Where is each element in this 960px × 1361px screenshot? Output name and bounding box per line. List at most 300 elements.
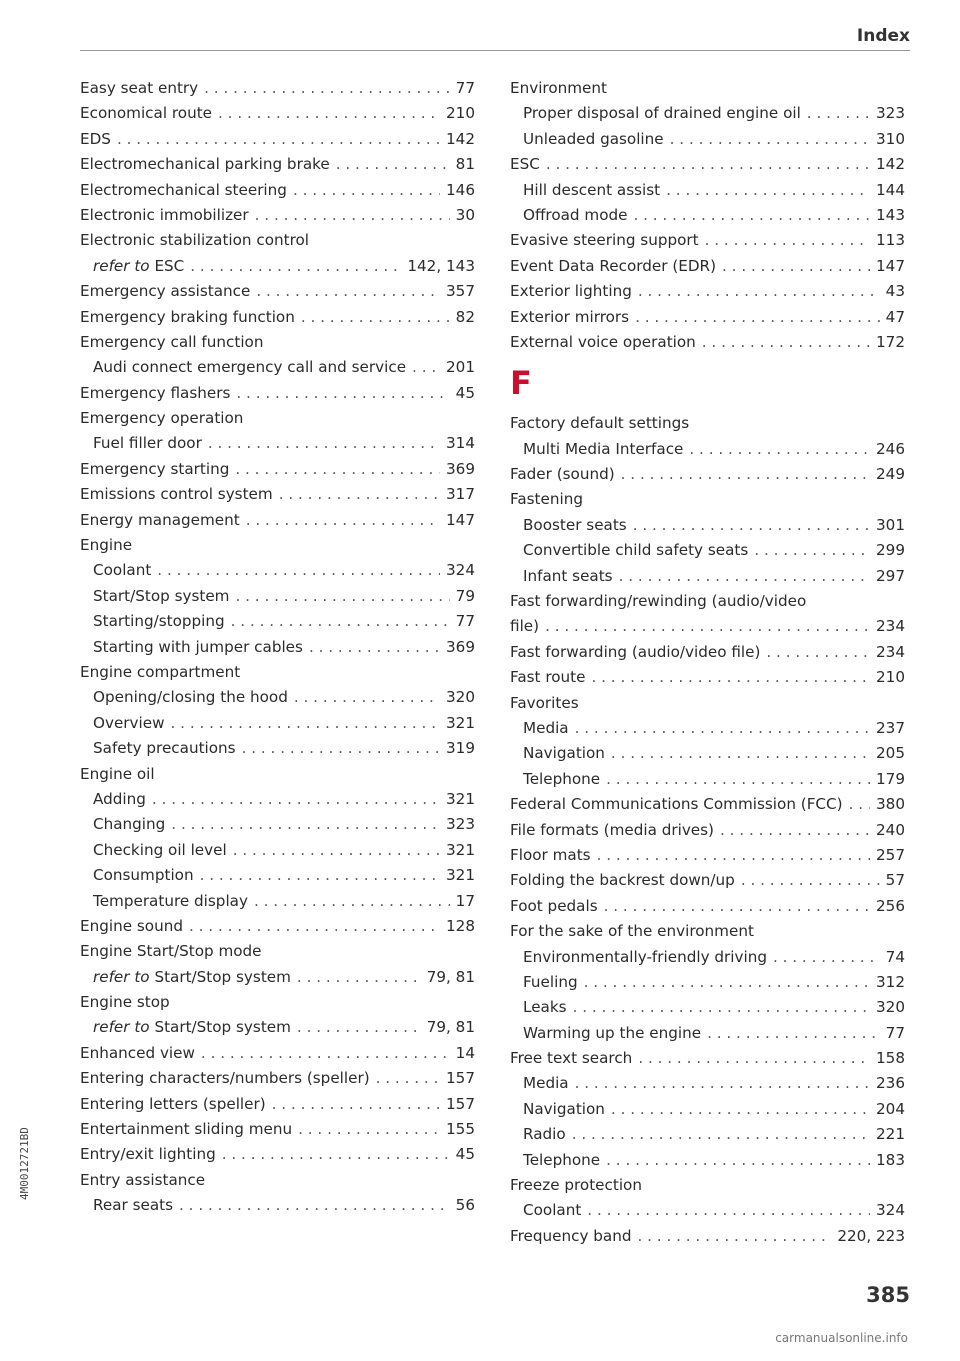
index-term-text: Offroad mode bbox=[523, 205, 628, 224]
index-page-ref: 77 bbox=[885, 1023, 905, 1042]
index-page-ref: 314 bbox=[446, 434, 475, 453]
index-page-ref: 323 bbox=[876, 104, 905, 123]
index-term-text: Convertible child safety seats bbox=[523, 541, 749, 560]
index-term bbox=[510, 614, 539, 639]
dot-leader bbox=[298, 1117, 440, 1142]
index-term-text: EDS bbox=[80, 129, 111, 148]
index-page-ref: 157 bbox=[446, 1094, 475, 1113]
index-term-text: Engine compartment bbox=[80, 662, 241, 681]
index-term bbox=[510, 1224, 632, 1249]
index-page-ref: 236 bbox=[876, 1074, 905, 1093]
index-term bbox=[523, 178, 660, 203]
index-page-ref: 183 bbox=[876, 1150, 905, 1169]
dot-leader bbox=[376, 1066, 440, 1091]
index-entry bbox=[510, 76, 905, 101]
index-term-text: Infant seats bbox=[523, 566, 613, 585]
index-entry bbox=[510, 716, 905, 741]
index-term bbox=[93, 609, 225, 634]
index-entry bbox=[510, 995, 905, 1020]
index-term-text: Entering characters/numbers (speller) bbox=[80, 1069, 370, 1088]
index-term bbox=[80, 178, 287, 203]
index-term bbox=[510, 152, 540, 177]
index-page-ref: 79 bbox=[455, 586, 475, 605]
index-page-ref: 237 bbox=[876, 718, 905, 737]
dot-leader bbox=[606, 767, 870, 792]
index-entry bbox=[510, 818, 905, 843]
watermark-url: carmanualsonline.info bbox=[775, 1331, 908, 1345]
dot-leader bbox=[218, 101, 440, 126]
index-entry bbox=[510, 665, 905, 690]
dot-leader bbox=[254, 889, 450, 914]
index-entry bbox=[80, 406, 475, 431]
dot-leader bbox=[575, 716, 870, 741]
index-term bbox=[510, 1046, 632, 1071]
dot-leader bbox=[722, 254, 870, 279]
index-term-text: ESC bbox=[510, 155, 540, 174]
dot-leader bbox=[171, 812, 440, 837]
index-term-text: Fuel filler door bbox=[93, 434, 202, 453]
index-page-ref: 144 bbox=[876, 180, 905, 199]
index-entry bbox=[510, 279, 905, 304]
index-page-ref: 321 bbox=[446, 840, 475, 859]
index-term bbox=[510, 665, 585, 690]
dot-leader bbox=[707, 1021, 880, 1046]
page-number: 385 bbox=[866, 1283, 910, 1307]
index-entry bbox=[510, 919, 905, 944]
dot-leader bbox=[242, 736, 440, 761]
index-term bbox=[523, 564, 613, 589]
index-entry bbox=[510, 437, 905, 462]
dot-leader bbox=[633, 203, 870, 228]
dot-leader bbox=[766, 640, 870, 665]
dot-leader bbox=[190, 254, 401, 279]
index-entry bbox=[80, 787, 475, 812]
index-page-ref: 128 bbox=[446, 916, 475, 935]
index-term-text: Fader (sound) bbox=[510, 465, 615, 484]
index-entry bbox=[80, 685, 475, 710]
index-page-ref: 323 bbox=[446, 815, 475, 834]
index-page-ref: 179 bbox=[876, 769, 905, 788]
index-entry bbox=[80, 889, 475, 914]
index-term bbox=[510, 691, 579, 716]
index-term-text: Favorites bbox=[510, 693, 579, 712]
index-entry bbox=[80, 101, 475, 126]
index-entry bbox=[80, 305, 475, 330]
index-term bbox=[523, 970, 578, 995]
index-term-text: Factory default settings bbox=[510, 414, 690, 433]
index-term bbox=[510, 279, 632, 304]
index-entry bbox=[510, 1046, 905, 1071]
index-page-ref: 320 bbox=[446, 688, 475, 707]
index-page-ref: 77 bbox=[455, 79, 475, 97]
dot-leader bbox=[584, 970, 870, 995]
index-term bbox=[80, 660, 240, 685]
dot-leader bbox=[235, 457, 440, 482]
dot-leader bbox=[573, 995, 870, 1020]
index-term bbox=[523, 1122, 566, 1147]
index-column-left bbox=[80, 76, 475, 1219]
index-entry bbox=[80, 1117, 475, 1142]
index-page-ref: 324 bbox=[876, 1201, 905, 1220]
dot-leader bbox=[638, 1224, 832, 1249]
index-entry bbox=[80, 1193, 475, 1218]
index-page-ref: 113 bbox=[876, 231, 905, 250]
index-term-text: Federal Communications Commission (FCC) bbox=[510, 795, 843, 814]
index-entry bbox=[80, 990, 475, 1015]
index-entry bbox=[510, 614, 905, 639]
section-letter-f: F bbox=[510, 364, 532, 403]
index-term bbox=[510, 411, 689, 436]
index-term-text: Starting/stopping bbox=[93, 612, 225, 631]
index-page-ref: 210 bbox=[876, 668, 905, 687]
index-term-text: Entering letters (speller) bbox=[80, 1094, 266, 1113]
index-term-text: Hill descent assist bbox=[523, 180, 661, 199]
index-page-ref: 155 bbox=[446, 1120, 475, 1139]
index-term bbox=[80, 508, 240, 533]
index-term-text: Starting with jumper cables bbox=[93, 637, 303, 656]
page-title: Index bbox=[856, 26, 910, 46]
index-term-text: For the sake of the environment bbox=[510, 922, 754, 941]
index-term-text: Emergency call function bbox=[80, 332, 264, 351]
index-page-ref: 30 bbox=[455, 205, 475, 224]
index-entry bbox=[510, 228, 905, 253]
dot-leader bbox=[412, 355, 440, 380]
index-page-ref: 17 bbox=[455, 891, 475, 910]
index-term-text: Floor mats bbox=[510, 845, 591, 864]
index-term-text: Electronic stabilization control bbox=[80, 231, 310, 250]
cross-reference-label: refer to bbox=[93, 256, 150, 275]
index-page-ref: 157 bbox=[446, 1069, 475, 1088]
index-term-text: Navigation bbox=[523, 1099, 605, 1118]
index-entry bbox=[80, 609, 475, 634]
index-term bbox=[510, 487, 583, 512]
index-page-ref: 320 bbox=[876, 998, 905, 1017]
dot-leader bbox=[152, 787, 440, 812]
index-term bbox=[93, 431, 202, 456]
dot-leader bbox=[849, 792, 870, 817]
index-entry bbox=[510, 487, 905, 512]
index-term bbox=[80, 1041, 195, 1066]
index-term-text: Consumption bbox=[93, 866, 194, 885]
index-term bbox=[93, 584, 229, 609]
dot-leader bbox=[255, 203, 450, 228]
index-term bbox=[93, 838, 227, 863]
index-term bbox=[93, 711, 165, 736]
dot-leader bbox=[117, 127, 440, 152]
index-term bbox=[80, 533, 132, 558]
dot-leader bbox=[606, 1148, 870, 1173]
dot-leader bbox=[807, 101, 870, 126]
index-page-ref: 310 bbox=[876, 129, 905, 148]
index-page-ref: 204 bbox=[876, 1099, 905, 1118]
index-term bbox=[93, 965, 291, 990]
dot-leader bbox=[171, 711, 440, 736]
index-term bbox=[80, 330, 263, 355]
dot-leader bbox=[179, 1193, 450, 1218]
dot-leader bbox=[572, 1122, 870, 1147]
index-page-ref: 220, 223 bbox=[837, 1226, 905, 1245]
index-entry bbox=[510, 691, 905, 716]
index-group-e-continued bbox=[510, 76, 905, 355]
index-term bbox=[80, 152, 330, 177]
index-term bbox=[523, 1071, 569, 1096]
index-page-ref: 158 bbox=[876, 1049, 905, 1068]
index-term-text: Emergency flashers bbox=[80, 383, 231, 402]
index-term bbox=[510, 818, 714, 843]
index-page-ref: 146 bbox=[446, 180, 475, 199]
index-term-text: Fueling bbox=[523, 972, 578, 991]
dot-leader bbox=[611, 1097, 870, 1122]
index-term-text: Engine sound bbox=[80, 916, 183, 935]
dot-leader bbox=[754, 538, 870, 563]
dot-leader bbox=[272, 1092, 440, 1117]
dot-leader bbox=[231, 609, 450, 634]
index-page-ref: 380 bbox=[876, 795, 905, 814]
index-term-text: Fast forwarding/rewinding (audio/video bbox=[510, 592, 807, 611]
index-entry bbox=[80, 431, 475, 456]
index-entry bbox=[510, 1198, 905, 1223]
index-page-ref: 312 bbox=[876, 972, 905, 991]
index-term-text: External voice operation bbox=[510, 332, 696, 351]
index-entry bbox=[510, 411, 905, 436]
dot-leader bbox=[773, 945, 880, 970]
cross-reference-label: refer to bbox=[93, 967, 150, 986]
index-term bbox=[523, 1198, 581, 1223]
index-term bbox=[80, 914, 183, 939]
index-page-ref: 57 bbox=[885, 871, 905, 890]
index-term bbox=[93, 863, 194, 888]
index-term-text: Entry/exit lighting bbox=[80, 1145, 216, 1164]
index-page-ref: 249 bbox=[876, 465, 905, 484]
index-page-ref: 210 bbox=[446, 104, 475, 123]
index-page-ref: 147 bbox=[446, 510, 475, 529]
index-term-text: file) bbox=[510, 617, 540, 636]
index-term-text: Coolant bbox=[523, 1201, 582, 1220]
index-term bbox=[80, 381, 230, 406]
index-entry bbox=[510, 203, 905, 228]
index-page-ref: 142, 143 bbox=[407, 256, 475, 275]
index-term bbox=[523, 513, 627, 538]
index-page-ref: 81 bbox=[455, 155, 475, 174]
index-entry bbox=[510, 1071, 905, 1096]
index-entry bbox=[80, 736, 475, 761]
dot-leader bbox=[720, 818, 870, 843]
index-page-ref: 14 bbox=[455, 1043, 475, 1062]
index-term bbox=[80, 1066, 370, 1091]
index-term-text: Changing bbox=[93, 815, 166, 834]
index-term-text: Freeze protection bbox=[510, 1176, 642, 1195]
dot-leader bbox=[621, 462, 870, 487]
index-term-text: Electromechanical steering bbox=[80, 180, 287, 199]
dot-leader bbox=[635, 305, 880, 330]
index-term bbox=[523, 995, 567, 1020]
dot-leader bbox=[633, 513, 870, 538]
index-entry bbox=[80, 533, 475, 558]
index-term-text: Telephone bbox=[523, 769, 601, 788]
index-term bbox=[523, 1148, 600, 1173]
index-term bbox=[80, 76, 198, 101]
index-term-text: Navigation bbox=[523, 744, 605, 763]
index-term bbox=[80, 1092, 266, 1117]
index-entry bbox=[80, 457, 475, 482]
dot-leader bbox=[233, 838, 440, 863]
index-term bbox=[80, 1117, 292, 1142]
index-term bbox=[523, 716, 569, 741]
index-term-text: Enhanced view bbox=[80, 1043, 195, 1062]
index-page-ref: 47 bbox=[885, 307, 905, 326]
index-term bbox=[510, 843, 591, 868]
index-term-text: Audi connect emergency call and service bbox=[93, 358, 407, 377]
index-term-text: Emergency assistance bbox=[80, 282, 251, 301]
index-term-text: Frequency band bbox=[510, 1226, 632, 1245]
dot-leader bbox=[301, 305, 450, 330]
index-term-text: Proper disposal of drained engine oil bbox=[523, 104, 801, 123]
index-page-ref: 246 bbox=[876, 439, 905, 458]
index-term-text: Folding the backrest down/up bbox=[510, 871, 735, 890]
index-entry bbox=[510, 945, 905, 970]
index-entry bbox=[510, 868, 905, 893]
index-page-ref: 45 bbox=[455, 383, 475, 402]
index-term-text: Evasive steering support bbox=[510, 231, 699, 250]
index-entry bbox=[510, 330, 905, 355]
index-entry bbox=[80, 1041, 475, 1066]
index-entry bbox=[80, 838, 475, 863]
index-term bbox=[523, 741, 605, 766]
index-page-ref: 45 bbox=[455, 1145, 475, 1164]
index-term-text: Fastening bbox=[510, 490, 583, 509]
index-term-text: Temperature display bbox=[93, 891, 248, 910]
index-term-text: Telephone bbox=[523, 1150, 601, 1169]
index-page-ref: 201 bbox=[446, 358, 475, 377]
index-term-text: Environmentally-friendly driving bbox=[523, 947, 767, 966]
index-term bbox=[523, 767, 600, 792]
index-entry bbox=[80, 635, 475, 660]
index-page-ref: 142 bbox=[446, 129, 475, 148]
index-term bbox=[80, 228, 309, 253]
index-term bbox=[93, 1015, 291, 1040]
index-term-text: Easy seat entry bbox=[80, 79, 199, 97]
index-page-ref: 321 bbox=[446, 713, 475, 732]
index-entry bbox=[80, 127, 475, 152]
dot-leader bbox=[591, 665, 870, 690]
index-term bbox=[93, 736, 236, 761]
index-entry bbox=[510, 843, 905, 868]
cross-reference-label: refer to bbox=[93, 1018, 150, 1037]
index-entry bbox=[510, 894, 905, 919]
index-page-ref: 82 bbox=[455, 307, 475, 326]
index-entry bbox=[80, 914, 475, 939]
index-term-text: Overview bbox=[93, 713, 165, 732]
dot-leader bbox=[689, 437, 870, 462]
index-entry bbox=[510, 741, 905, 766]
index-term bbox=[93, 635, 303, 660]
index-term-text: Start/Stop system bbox=[154, 1018, 291, 1037]
dot-leader bbox=[246, 508, 440, 533]
index-term-text: Opening/closing the hood bbox=[93, 688, 288, 707]
index-term bbox=[80, 990, 170, 1015]
dot-leader bbox=[157, 558, 440, 583]
index-page-ref: 299 bbox=[876, 541, 905, 560]
index-entry bbox=[80, 279, 475, 304]
dot-leader bbox=[619, 564, 870, 589]
index-entry bbox=[80, 76, 475, 101]
index-page-ref: 205 bbox=[876, 744, 905, 763]
index-entry bbox=[80, 965, 475, 990]
index-entry bbox=[510, 178, 905, 203]
dot-leader bbox=[208, 431, 440, 456]
dot-leader bbox=[235, 584, 449, 609]
dot-leader bbox=[670, 127, 870, 152]
dot-leader bbox=[236, 381, 449, 406]
index-page-ref: 74 bbox=[885, 947, 905, 966]
index-term bbox=[523, 1097, 605, 1122]
index-term-text: Media bbox=[523, 718, 569, 737]
index-term bbox=[510, 792, 843, 817]
index-entry bbox=[510, 462, 905, 487]
index-term bbox=[80, 939, 262, 964]
index-term bbox=[510, 330, 696, 355]
index-entry bbox=[80, 1066, 475, 1091]
dot-leader bbox=[256, 279, 440, 304]
index-term-text: Exterior mirrors bbox=[510, 307, 630, 326]
index-term bbox=[523, 1021, 701, 1046]
index-term bbox=[80, 482, 273, 507]
index-term bbox=[80, 203, 249, 228]
index-page-ref: 256 bbox=[876, 896, 905, 915]
index-term-text: Entry assistance bbox=[80, 1170, 206, 1189]
index-entry bbox=[80, 1092, 475, 1117]
index-entry bbox=[80, 812, 475, 837]
index-page-ref: 301 bbox=[876, 515, 905, 534]
index-term bbox=[510, 919, 754, 944]
index-term bbox=[93, 812, 165, 837]
index-term-text: Multi Media Interface bbox=[523, 439, 684, 458]
index-term-text: Emergency braking function bbox=[80, 307, 295, 326]
index-term bbox=[523, 101, 801, 126]
index-term-text: Electromechanical parking brake bbox=[80, 155, 330, 174]
index-term-text: Start/Stop system bbox=[93, 586, 230, 605]
index-term bbox=[523, 437, 683, 462]
index-page-ref: 324 bbox=[446, 561, 475, 580]
dot-leader bbox=[336, 152, 450, 177]
index-term bbox=[80, 762, 155, 787]
index-entry bbox=[80, 1015, 475, 1040]
index-term bbox=[523, 945, 767, 970]
index-term-text: Booster seats bbox=[523, 515, 627, 534]
index-entry bbox=[510, 1097, 905, 1122]
index-term bbox=[80, 457, 229, 482]
index-page-ref: 79, 81 bbox=[426, 967, 475, 986]
index-term-text: Engine bbox=[80, 536, 133, 555]
index-term-text: Exterior lighting bbox=[510, 282, 632, 301]
index-page-ref: 319 bbox=[446, 739, 475, 758]
index-term bbox=[93, 254, 184, 279]
index-term bbox=[80, 101, 212, 126]
index-entry bbox=[510, 254, 905, 279]
index-entry bbox=[510, 127, 905, 152]
dot-leader bbox=[575, 1071, 870, 1096]
dot-leader bbox=[611, 741, 870, 766]
dot-leader bbox=[546, 152, 870, 177]
dot-leader bbox=[222, 1142, 450, 1167]
index-term bbox=[80, 1142, 216, 1167]
index-term-text: Entertainment sliding menu bbox=[80, 1120, 293, 1139]
index-page-ref: 357 bbox=[446, 282, 475, 301]
index-term-text: Leaks bbox=[523, 998, 567, 1017]
index-entry bbox=[80, 584, 475, 609]
dot-leader bbox=[297, 1015, 421, 1040]
index-entry bbox=[80, 939, 475, 964]
